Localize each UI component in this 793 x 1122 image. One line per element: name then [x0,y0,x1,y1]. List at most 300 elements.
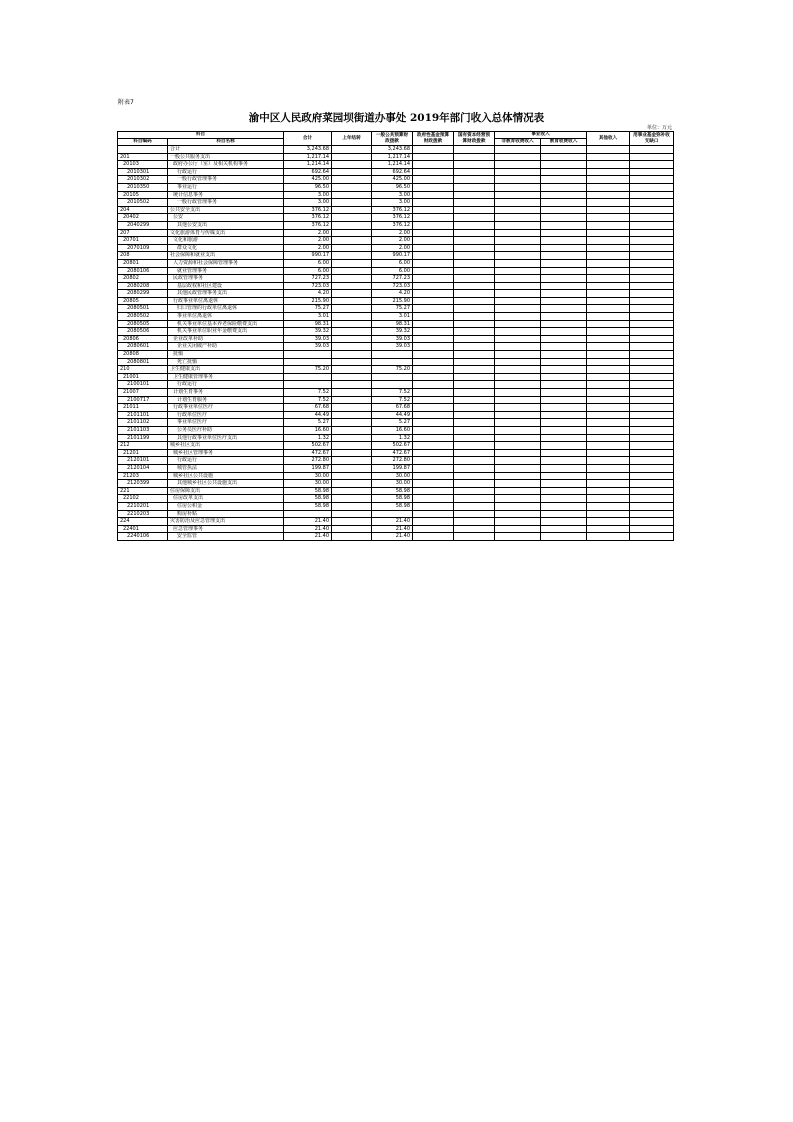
total-cell [284,358,332,366]
edu-fee-cell [541,457,587,465]
other-income-cell [587,351,630,359]
subject-name-cell: 人力资源和社会保障管理事务 [168,259,284,267]
other-income-cell [587,464,630,472]
subject-code-cell: 2240106 [118,533,168,541]
state-capital-cell [454,206,495,214]
table-row [118,244,674,252]
header-subject-code: 科目编码 [118,139,168,146]
reserve-cell [630,275,674,283]
gov-fund-cell [413,252,454,260]
subject-code-cell: 2210203 [118,510,168,518]
subject-name-cell: 安全监管 [168,533,284,541]
general-budget-cell: 376.12 [372,221,413,229]
non-edu-fee-cell [495,297,541,305]
reserve-cell [630,229,674,237]
table-row [118,525,674,533]
edu-fee-cell [541,168,587,176]
header-general-budget: 一般公共预算财政拨款 [372,132,413,146]
subject-name-cell: 一般公共服务支出 [168,153,284,161]
reserve-cell [630,442,674,450]
other-income-cell [587,214,630,222]
gov-fund-cell [413,495,454,503]
subject-name-cell: 基层政权和社区建设 [168,282,284,290]
other-income-cell [587,335,630,343]
reserve-cell [630,335,674,343]
total-cell: 2.00 [284,237,332,245]
state-capital-cell [454,373,495,381]
carryover-cell [332,153,372,161]
header-state-capital: 国有资本经营预算财政拨款 [454,132,495,146]
total-cell: 376.12 [284,214,332,222]
other-income-cell [587,259,630,267]
state-capital-cell [454,389,495,397]
non-edu-fee-cell [495,457,541,465]
table-row [118,457,674,465]
reserve-cell [630,320,674,328]
other-income-cell [587,411,630,419]
non-edu-fee-cell [495,525,541,533]
subject-code-cell: 2080801 [118,358,168,366]
unit-label: 单位：万元 [646,125,672,131]
reserve-cell [630,313,674,321]
table-row [118,472,674,480]
edu-fee-cell [541,183,587,191]
state-capital-cell [454,472,495,480]
subject-name-cell: 归口管理的行政单位离退休 [168,305,284,313]
table-row [118,502,674,510]
subject-code-cell: 204 [118,206,168,214]
edu-fee-cell [541,487,587,495]
general-budget-cell: 96.50 [372,183,413,191]
edu-fee-cell [541,404,587,412]
header-subject: 科目 [118,132,284,139]
general-budget-cell: 1.32 [372,434,413,442]
general-budget-cell [372,373,413,381]
table-row [118,518,674,526]
edu-fee-cell [541,419,587,427]
table-row [118,510,674,518]
other-income-cell [587,373,630,381]
total-cell: 39.03 [284,335,332,343]
gov-fund-cell [413,320,454,328]
gov-fund-cell [413,472,454,480]
other-income-cell [587,161,630,169]
gov-fund-cell [413,275,454,283]
gov-fund-cell [413,396,454,404]
general-budget-cell: 21.40 [372,518,413,526]
reserve-cell [630,396,674,404]
general-budget-cell: 98.31 [372,320,413,328]
edu-fee-cell [541,282,587,290]
edu-fee-cell [541,267,587,275]
edu-fee-cell [541,373,587,381]
reserve-cell [630,214,674,222]
subject-name-cell: 卫生健康管理事务 [168,373,284,381]
gov-fund-cell [413,518,454,526]
header-edu-fee: 教育收费收入 [541,139,587,146]
edu-fee-cell [541,259,587,267]
gov-fund-cell [413,153,454,161]
table-row [118,313,674,321]
gov-fund-cell [413,214,454,222]
carryover-cell [332,373,372,381]
subject-name-cell: 住房保障支出 [168,487,284,495]
non-edu-fee-cell [495,373,541,381]
general-budget-cell [372,351,413,359]
gov-fund-cell [413,533,454,541]
state-capital-cell [454,525,495,533]
gov-fund-cell [413,282,454,290]
subject-code-cell: 2100717 [118,396,168,404]
other-income-cell [587,457,630,465]
general-budget-cell: 5.27 [372,419,413,427]
non-edu-fee-cell [495,206,541,214]
header-business-income: 事业收入 [495,132,587,139]
state-capital-cell [454,464,495,472]
reserve-cell [630,419,674,427]
general-budget-cell [372,381,413,389]
reserve-cell [630,449,674,457]
carryover-cell [332,464,372,472]
total-cell: 96.50 [284,183,332,191]
non-edu-fee-cell [495,366,541,374]
gov-fund-cell [413,343,454,351]
table-row [118,328,674,336]
subject-code-cell: 20701 [118,237,168,245]
other-income-cell [587,389,630,397]
carryover-cell [332,305,372,313]
edu-fee-cell [541,146,587,154]
general-budget-cell [372,510,413,518]
total-cell: 75.27 [284,305,332,313]
reserve-cell [630,221,674,229]
reserve-cell [630,434,674,442]
carryover-cell [332,244,372,252]
subject-name-cell: 购房补贴 [168,510,284,518]
table-row [118,229,674,237]
subject-name-cell: 社会保障和就业支出 [168,252,284,260]
non-edu-fee-cell [495,518,541,526]
subject-name-cell: 住房公积金 [168,502,284,510]
edu-fee-cell [541,434,587,442]
table-row [118,464,674,472]
gov-fund-cell [413,426,454,434]
other-income-cell [587,229,630,237]
non-edu-fee-cell [495,320,541,328]
reserve-cell [630,237,674,245]
gov-fund-cell [413,351,454,359]
total-cell: 425.00 [284,176,332,184]
income-table [117,131,674,541]
table-row [118,297,674,305]
state-capital-cell [454,252,495,260]
non-edu-fee-cell [495,381,541,389]
non-edu-fee-cell [495,389,541,397]
gov-fund-cell [413,297,454,305]
table-row [118,153,674,161]
non-edu-fee-cell [495,487,541,495]
table-row [118,168,674,176]
state-capital-cell [454,214,495,222]
state-capital-cell [454,168,495,176]
carryover-cell [332,320,372,328]
header-total: 合计 [284,132,332,146]
general-budget-cell: 6.00 [372,259,413,267]
subject-code-cell: 2101199 [118,434,168,442]
subject-name-cell: 合计 [168,146,284,154]
reserve-cell [630,373,674,381]
gov-fund-cell [413,411,454,419]
subject-code-cell: 2210201 [118,502,168,510]
other-income-cell [587,434,630,442]
non-edu-fee-cell [495,411,541,419]
gov-fund-cell [413,419,454,427]
edu-fee-cell [541,328,587,336]
carryover-cell [332,343,372,351]
general-budget-cell [372,358,413,366]
total-cell: 1,217.14 [284,153,332,161]
page-title: 渝中区人民政府菜园坝街道办事处 2019年部门收入总体情况表 [248,112,545,124]
other-income-cell [587,328,630,336]
general-budget-cell: 75.20 [372,366,413,374]
edu-fee-cell [541,313,587,321]
gov-fund-cell [413,335,454,343]
total-cell: 75.20 [284,366,332,374]
gov-fund-cell [413,487,454,495]
other-income-cell [587,419,630,427]
total-cell: 376.12 [284,206,332,214]
edu-fee-cell [541,472,587,480]
table-row [118,366,674,374]
state-capital-cell [454,411,495,419]
other-income-cell [587,487,630,495]
reserve-cell [630,191,674,199]
reserve-cell [630,472,674,480]
subject-code-cell: 2080601 [118,343,168,351]
subject-code-cell: 224 [118,518,168,526]
edu-fee-cell [541,351,587,359]
subject-code-cell: 2010302 [118,176,168,184]
total-cell: 215.90 [284,297,332,305]
reserve-cell [630,297,674,305]
reserve-cell [630,176,674,184]
edu-fee-cell [541,237,587,245]
total-cell: 58.98 [284,487,332,495]
subject-name-cell: 政府办公厅（室）及相关机构事务 [168,161,284,169]
other-income-cell [587,426,630,434]
carryover-cell [332,282,372,290]
edu-fee-cell [541,442,587,450]
other-income-cell [587,495,630,503]
edu-fee-cell [541,510,587,518]
other-income-cell [587,358,630,366]
state-capital-cell [454,396,495,404]
reserve-cell [630,244,674,252]
subject-code-cell: 2120399 [118,480,168,488]
subject-name-cell: 机关事业单位基本养老保险缴费支出 [168,320,284,328]
subject-name-cell: 事业运行 [168,183,284,191]
general-budget-cell: 16.60 [372,426,413,434]
table-row [118,282,674,290]
edu-fee-cell [541,502,587,510]
gov-fund-cell [413,510,454,518]
table-row [118,487,674,495]
total-cell: 67.68 [284,404,332,412]
subject-name-cell: 行政事业单位医疗 [168,404,284,412]
subject-name-cell: 事业单位离退休 [168,313,284,321]
other-income-cell [587,237,630,245]
non-edu-fee-cell [495,396,541,404]
general-budget-cell: 3.00 [372,191,413,199]
reserve-cell [630,328,674,336]
non-edu-fee-cell [495,146,541,154]
table-row [118,237,674,245]
state-capital-cell [454,153,495,161]
other-income-cell [587,510,630,518]
total-cell: 3.00 [284,191,332,199]
reserve-cell [630,495,674,503]
general-budget-cell: 199.87 [372,464,413,472]
edu-fee-cell [541,366,587,374]
subject-code-cell: 2080299 [118,290,168,298]
table-row [118,199,674,207]
other-income-cell [587,290,630,298]
general-budget-cell: 723.03 [372,282,413,290]
subject-name-cell: 城管执法 [168,464,284,472]
general-budget-cell: 44.49 [372,411,413,419]
reserve-cell [630,510,674,518]
state-capital-cell [454,510,495,518]
non-edu-fee-cell [495,480,541,488]
other-income-cell [587,518,630,526]
carryover-cell [332,442,372,450]
subject-name-cell: 公共安全支出 [168,206,284,214]
reserve-cell [630,161,674,169]
gov-fund-cell [413,244,454,252]
subject-name-cell: 文化和旅游 [168,237,284,245]
subject-name-cell: 统计信息事务 [168,191,284,199]
carryover-cell [332,237,372,245]
reserve-cell [630,457,674,465]
state-capital-cell [454,237,495,245]
carryover-cell [332,275,372,283]
state-capital-cell [454,199,495,207]
table-row [118,351,674,359]
subject-code-cell: 2101102 [118,419,168,427]
subject-name-cell: 行政事业单位离退休 [168,297,284,305]
reserve-cell [630,411,674,419]
subject-name-cell: 应急管理事务 [168,525,284,533]
total-cell: 30.00 [284,480,332,488]
carryover-cell [332,221,372,229]
other-income-cell [587,252,630,260]
subject-code-cell: 2010350 [118,183,168,191]
non-edu-fee-cell [495,221,541,229]
reserve-cell [630,464,674,472]
subject-code-cell: 21203 [118,472,168,480]
other-income-cell [587,533,630,541]
subject-code-cell: 22401 [118,525,168,533]
other-income-cell [587,442,630,450]
state-capital-cell [454,191,495,199]
subject-code-cell: 20801 [118,259,168,267]
edu-fee-cell [541,191,587,199]
subject-name-cell: 就业管理事务 [168,267,284,275]
reserve-cell [630,502,674,510]
non-edu-fee-cell [495,237,541,245]
gov-fund-cell [413,168,454,176]
total-cell: 21.40 [284,533,332,541]
gov-fund-cell [413,191,454,199]
total-cell: 2.00 [284,229,332,237]
non-edu-fee-cell [495,290,541,298]
total-cell: 272.80 [284,457,332,465]
subject-code-cell: 2040299 [118,221,168,229]
total-cell: 58.98 [284,495,332,503]
subject-name-cell: 公务员医疗补助 [168,426,284,434]
carryover-cell [332,183,372,191]
other-income-cell [587,275,630,283]
general-budget-cell: 502.67 [372,442,413,450]
carryover-cell [332,191,372,199]
carryover-cell [332,168,372,176]
edu-fee-cell [541,297,587,305]
total-cell: 7.52 [284,396,332,404]
carryover-cell [332,533,372,541]
subject-name-cell: 城乡社区管理事务 [168,449,284,457]
total-cell: 21.40 [284,518,332,526]
non-edu-fee-cell [495,214,541,222]
non-edu-fee-cell [495,259,541,267]
reserve-cell [630,426,674,434]
table-row [118,146,674,154]
gov-fund-cell [413,358,454,366]
general-budget-cell: 727.23 [372,275,413,283]
other-income-cell [587,206,630,214]
state-capital-cell [454,161,495,169]
general-budget-cell: 39.03 [372,335,413,343]
edu-fee-cell [541,320,587,328]
non-edu-fee-cell [495,343,541,351]
general-budget-cell: 272.80 [372,457,413,465]
subject-code-cell: 20808 [118,351,168,359]
reserve-cell [630,259,674,267]
state-capital-cell [454,404,495,412]
non-edu-fee-cell [495,442,541,450]
subject-code-cell: 20103 [118,161,168,169]
other-income-cell [587,153,630,161]
state-capital-cell [454,146,495,154]
reserve-cell [630,518,674,526]
state-capital-cell [454,229,495,237]
edu-fee-cell [541,153,587,161]
total-cell: 6.00 [284,267,332,275]
edu-fee-cell [541,495,587,503]
general-budget-cell: 692.64 [372,168,413,176]
total-cell: 39.32 [284,328,332,336]
total-cell: 2.00 [284,244,332,252]
subject-code-cell: 2070109 [118,244,168,252]
carryover-cell [332,381,372,389]
other-income-cell [587,381,630,389]
total-cell: 1.32 [284,434,332,442]
header-non-edu-fee: 非教育收费收入 [495,139,541,146]
subject-code-cell: 2080208 [118,282,168,290]
edu-fee-cell [541,480,587,488]
state-capital-cell [454,183,495,191]
reserve-cell [630,290,674,298]
total-cell: 692.64 [284,168,332,176]
